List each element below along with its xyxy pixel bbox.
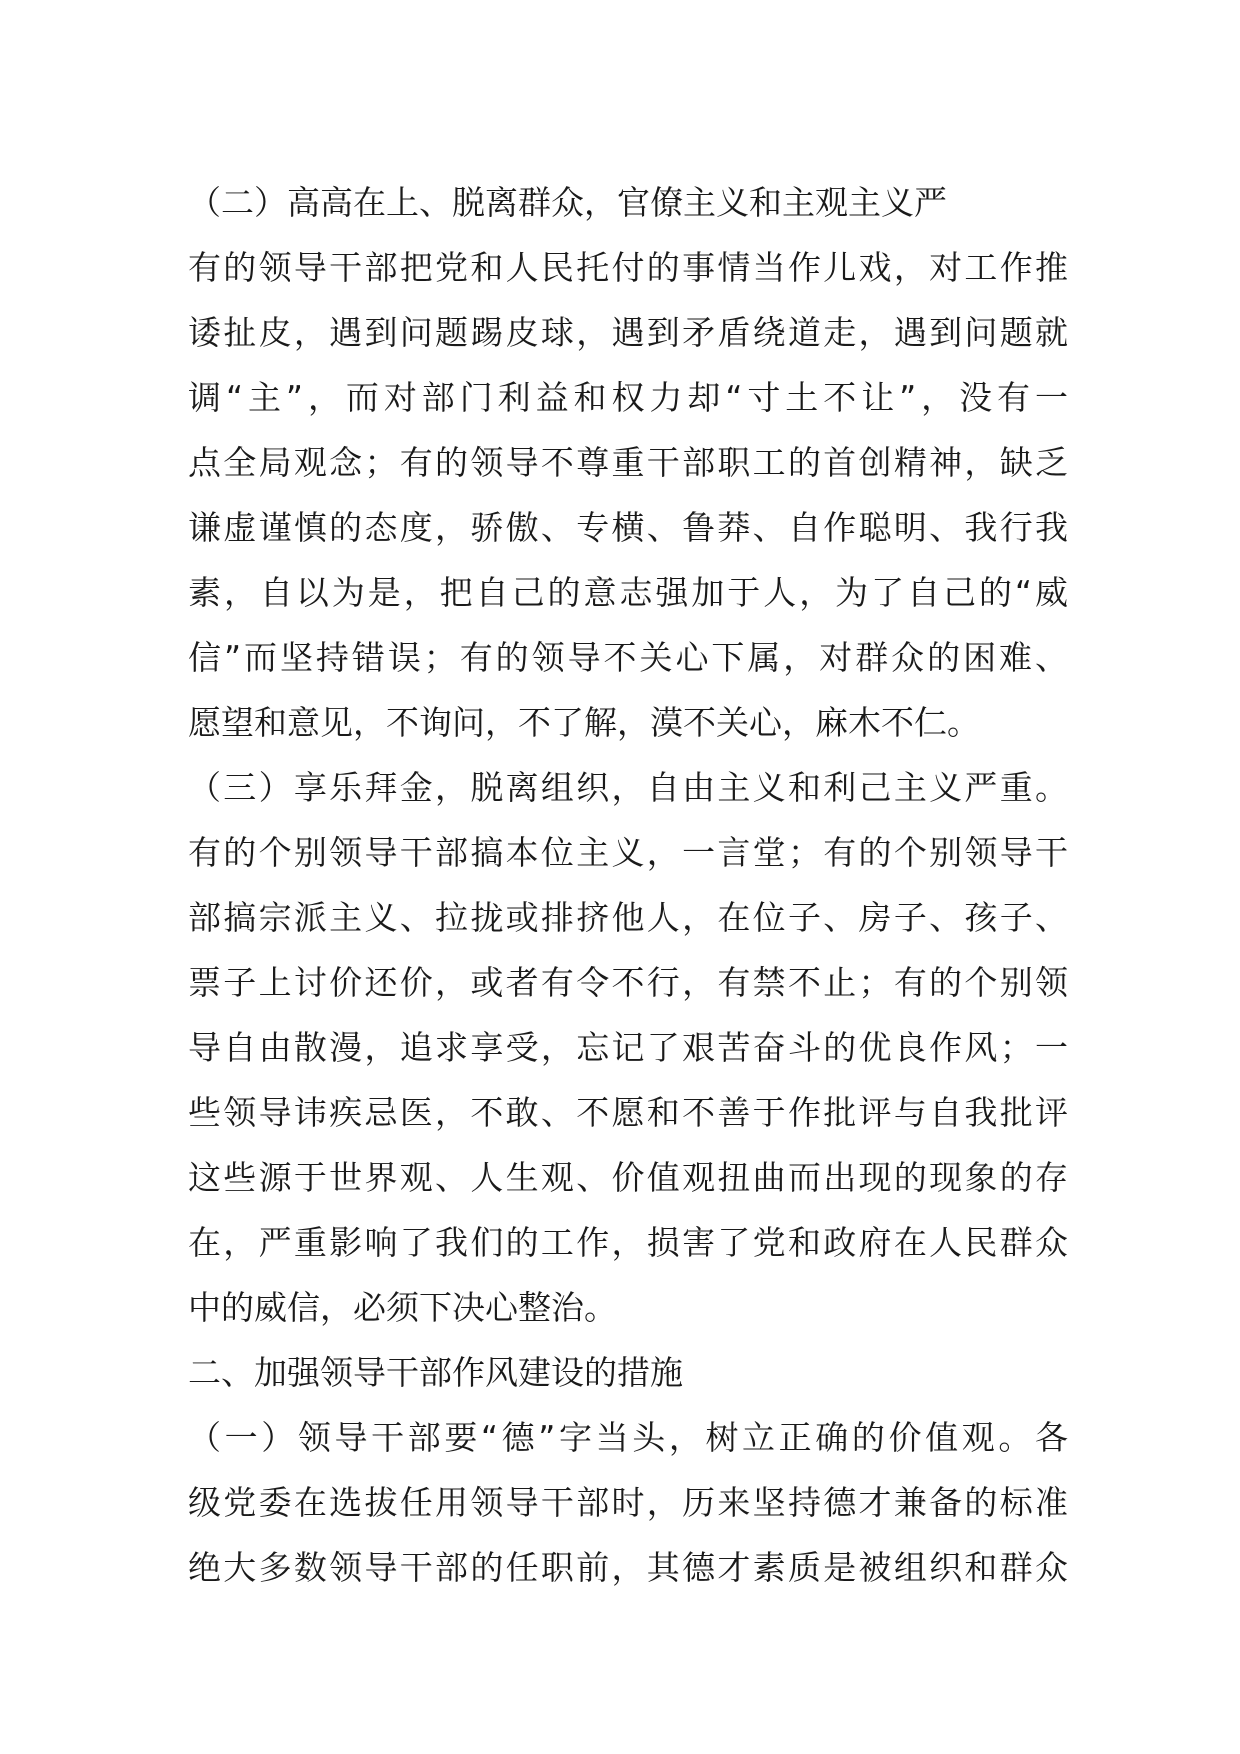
text-line: （三）享乐拜金，脱离组织，自由主义和利己主义严重。 [188, 768, 1068, 807]
text-line: 导自由散漫，追求享受，忘记了艰苦奋斗的优良作风；一 [188, 1028, 1068, 1067]
document-body [188, 170, 1068, 1600]
text-line: 这些源于世界观、人生观、价值观扭曲而出现的现象的存 [188, 1158, 1068, 1197]
text-line: 绝大多数领导干部的任职前，其德才素质是被组织和群众 [188, 1548, 1068, 1587]
text-line: 愿望和意见，不询问，不了解，漠不关心，麻木不仁。 [188, 703, 980, 742]
text-line: 中的威信，必须下决心整治。 [188, 1288, 617, 1327]
text-line: 些领导讳疾忌医，不敢、不愿和不善于作批评与自我批评 [188, 1093, 1068, 1132]
text-line: 诿扯皮，遇到问题踢皮球，遇到矛盾绕道走，遇到问题就 [188, 313, 1068, 352]
text-line: （一）领导干部要“德”字当头，树立正确的价值观。各 [188, 1418, 1068, 1457]
text-line: 点全局观念；有的领导不尊重干部职工的首创精神，缺乏 [188, 443, 1068, 482]
text-line: 在，严重影响了我们的工作，损害了党和政府在人民群众 [188, 1223, 1068, 1262]
text-line: （二）高高在上、脱离群众，官僚主义和主观主义严 [188, 183, 947, 222]
text-line: 有的领导干部把党和人民托付的事情当作儿戏，对工作推 [188, 248, 1068, 287]
text-line: 素，自以为是，把自己的意志强加于人，为了自己的“威 [188, 573, 1068, 612]
text-line: 信”而坚持错误；有的领导不关心下属，对群众的困难、 [188, 638, 1068, 677]
text-line: 调“主”，而对部门利益和权力却“寸土不让”，没有一 [188, 378, 1068, 417]
text-line: 部搞宗派主义、拉拢或排挤他人，在位子、房子、孩子、 [188, 898, 1068, 937]
text-line: 级党委在选拔任用领导干部时，历来坚持德才兼备的标准 [188, 1483, 1068, 1522]
text-line: 有的个别领导干部搞本位主义，一言堂；有的个别领导干 [188, 833, 1068, 872]
text-line: 谦虚谨慎的态度，骄傲、专横、鲁莽、自作聪明、我行我 [188, 508, 1068, 547]
text-line: 票子上讨价还价，或者有令不行，有禁不止；有的个别领 [188, 963, 1068, 1002]
section-heading: 二、加强领导干部作风建设的措施 [188, 1353, 683, 1392]
